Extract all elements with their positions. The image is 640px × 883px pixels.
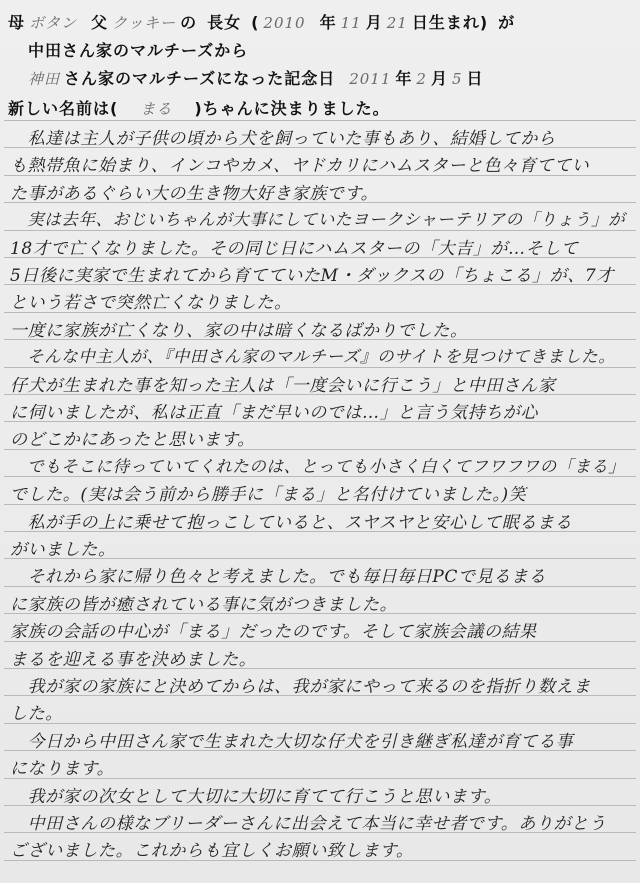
letter-line: のどこかにあったと思います。 xyxy=(10,430,255,451)
label-born: 日生まれ) xyxy=(411,13,489,32)
label-anniv-month: 月 xyxy=(430,69,448,88)
label-anniv-day: 日 xyxy=(466,69,484,88)
letter-line: 私達は主人が子供の頃から犬を飼っていた事もあり、結婚してから xyxy=(10,129,556,149)
label-of: の xyxy=(180,13,198,32)
letter-line: ございました。これからも宜しくお願い致します。 xyxy=(10,841,414,862)
letter-line: でした。(実は会う前から勝手に「まる」と名付けていました。)笑 xyxy=(10,485,527,506)
letter-line: それから家に帰り色々と考えました。でも毎日毎日PCで見るまる xyxy=(10,567,547,588)
label-father: 父 xyxy=(91,13,109,32)
letter-line: に伺いましたが、私は正直「まだ早いのでは…」と言う気持ちが心 xyxy=(10,403,538,423)
father-name: クッキー xyxy=(112,14,177,32)
letter-line: がいました。 xyxy=(10,540,116,560)
letter-line: に家族の皆が癒されている事に気がつきました。 xyxy=(10,594,398,615)
letter-line: 5日後に実家で生まれてから育てていたM・ダックスの「ちょこる」が、7才 xyxy=(10,266,614,286)
letter-line: た事があるぐらい大の生き物大好き家族です。 xyxy=(10,183,379,204)
header-new-name-line xyxy=(8,96,390,122)
new-name-label-before: 新しい名前は( xyxy=(8,99,119,118)
letter-line: も熱帯魚に始まり、インコやカメ、ヤドカリにハムスターと色々育ててい xyxy=(10,156,590,177)
birth-year: 2010 xyxy=(263,14,306,32)
letter-line: でもそこに待っていてくれたのは、とっても小さく白くてフワフワの「まる」 xyxy=(10,456,626,476)
birth-month: 11 xyxy=(340,14,362,32)
letter-line: 一度に家族が亡くなり、家の中は暗くなるばかりでした。 xyxy=(10,320,468,341)
birth-day: 21 xyxy=(386,14,408,32)
label-year: 年 xyxy=(319,13,337,32)
letter-line: 私が手の上に乗せて抱っこしていると、スヤスヤと安心して眠るまる xyxy=(10,512,573,533)
letter-line: 仔犬が生まれた事を知った主人は「一度会いに行こう」と中田さん家 xyxy=(10,375,556,396)
breeder-text: 中田さん家のマルチーズから xyxy=(28,41,249,60)
mother-name: ボタン xyxy=(29,14,78,32)
anniversary-year: 2011 xyxy=(349,70,392,88)
letter-line: した。 xyxy=(10,704,63,725)
header-parents-line xyxy=(8,10,515,36)
letter-line: まるを迎える事を決めました。 xyxy=(10,649,257,670)
letter-line: 中田さんの様なブリーダーさんに出会えて本当に幸せ者です。ありがとう xyxy=(10,814,607,834)
letter-line: になります。 xyxy=(10,759,115,780)
new-family-name: 神田 xyxy=(28,70,61,88)
label-mother: 母 xyxy=(8,13,26,32)
label-eldest-daughter: 長女 xyxy=(207,13,242,32)
label-month: 月 xyxy=(365,13,383,32)
header-breeder-line xyxy=(8,38,248,64)
letter-line: 18才で亡くなりました。その同じ日にハムスターの「大吉」が…そして xyxy=(10,238,579,259)
letter-line: という若さで突然亡くなりました。 xyxy=(10,293,292,314)
label-ga: が xyxy=(498,13,516,32)
anniversary-day: 5 xyxy=(451,70,463,88)
header-anniversary-line xyxy=(8,66,484,92)
ruled-line xyxy=(4,120,636,121)
label-anniv-year: 年 xyxy=(395,69,413,88)
letter-line: そんな中主人が、『中田さん家のマルチーズ』のサイトを見つけてきました。 xyxy=(10,347,616,367)
letter-line: 今日から中田さん家で生まれた大切な仔犬を引き継ぎ私達が育てる事 xyxy=(10,731,574,752)
new-dog-name: まる xyxy=(140,100,173,118)
new-name-label-after: )ちゃんに決まりました。 xyxy=(194,99,390,118)
ruled-line xyxy=(4,723,636,724)
paren-open: ( xyxy=(251,13,260,32)
letter-line: 家族の会話の中心が「まる」だったのです。そして家族会議の結果 xyxy=(10,622,537,643)
letter-line: 我が家の家族にと決めてからは、我が家にやって来るのを指折り数えま xyxy=(10,677,591,697)
anniversary-month: 2 xyxy=(416,70,427,88)
letter-line: 実は去年、おじいちゃんが大事にしていたヨークシャーテリアの「りょう」が xyxy=(10,210,626,230)
anniversary-label: さん家のマルチーズになった記念日 xyxy=(64,69,336,88)
letter-line: 我が家の次女として大切に大切に育てて行こうと思います。 xyxy=(10,786,502,807)
